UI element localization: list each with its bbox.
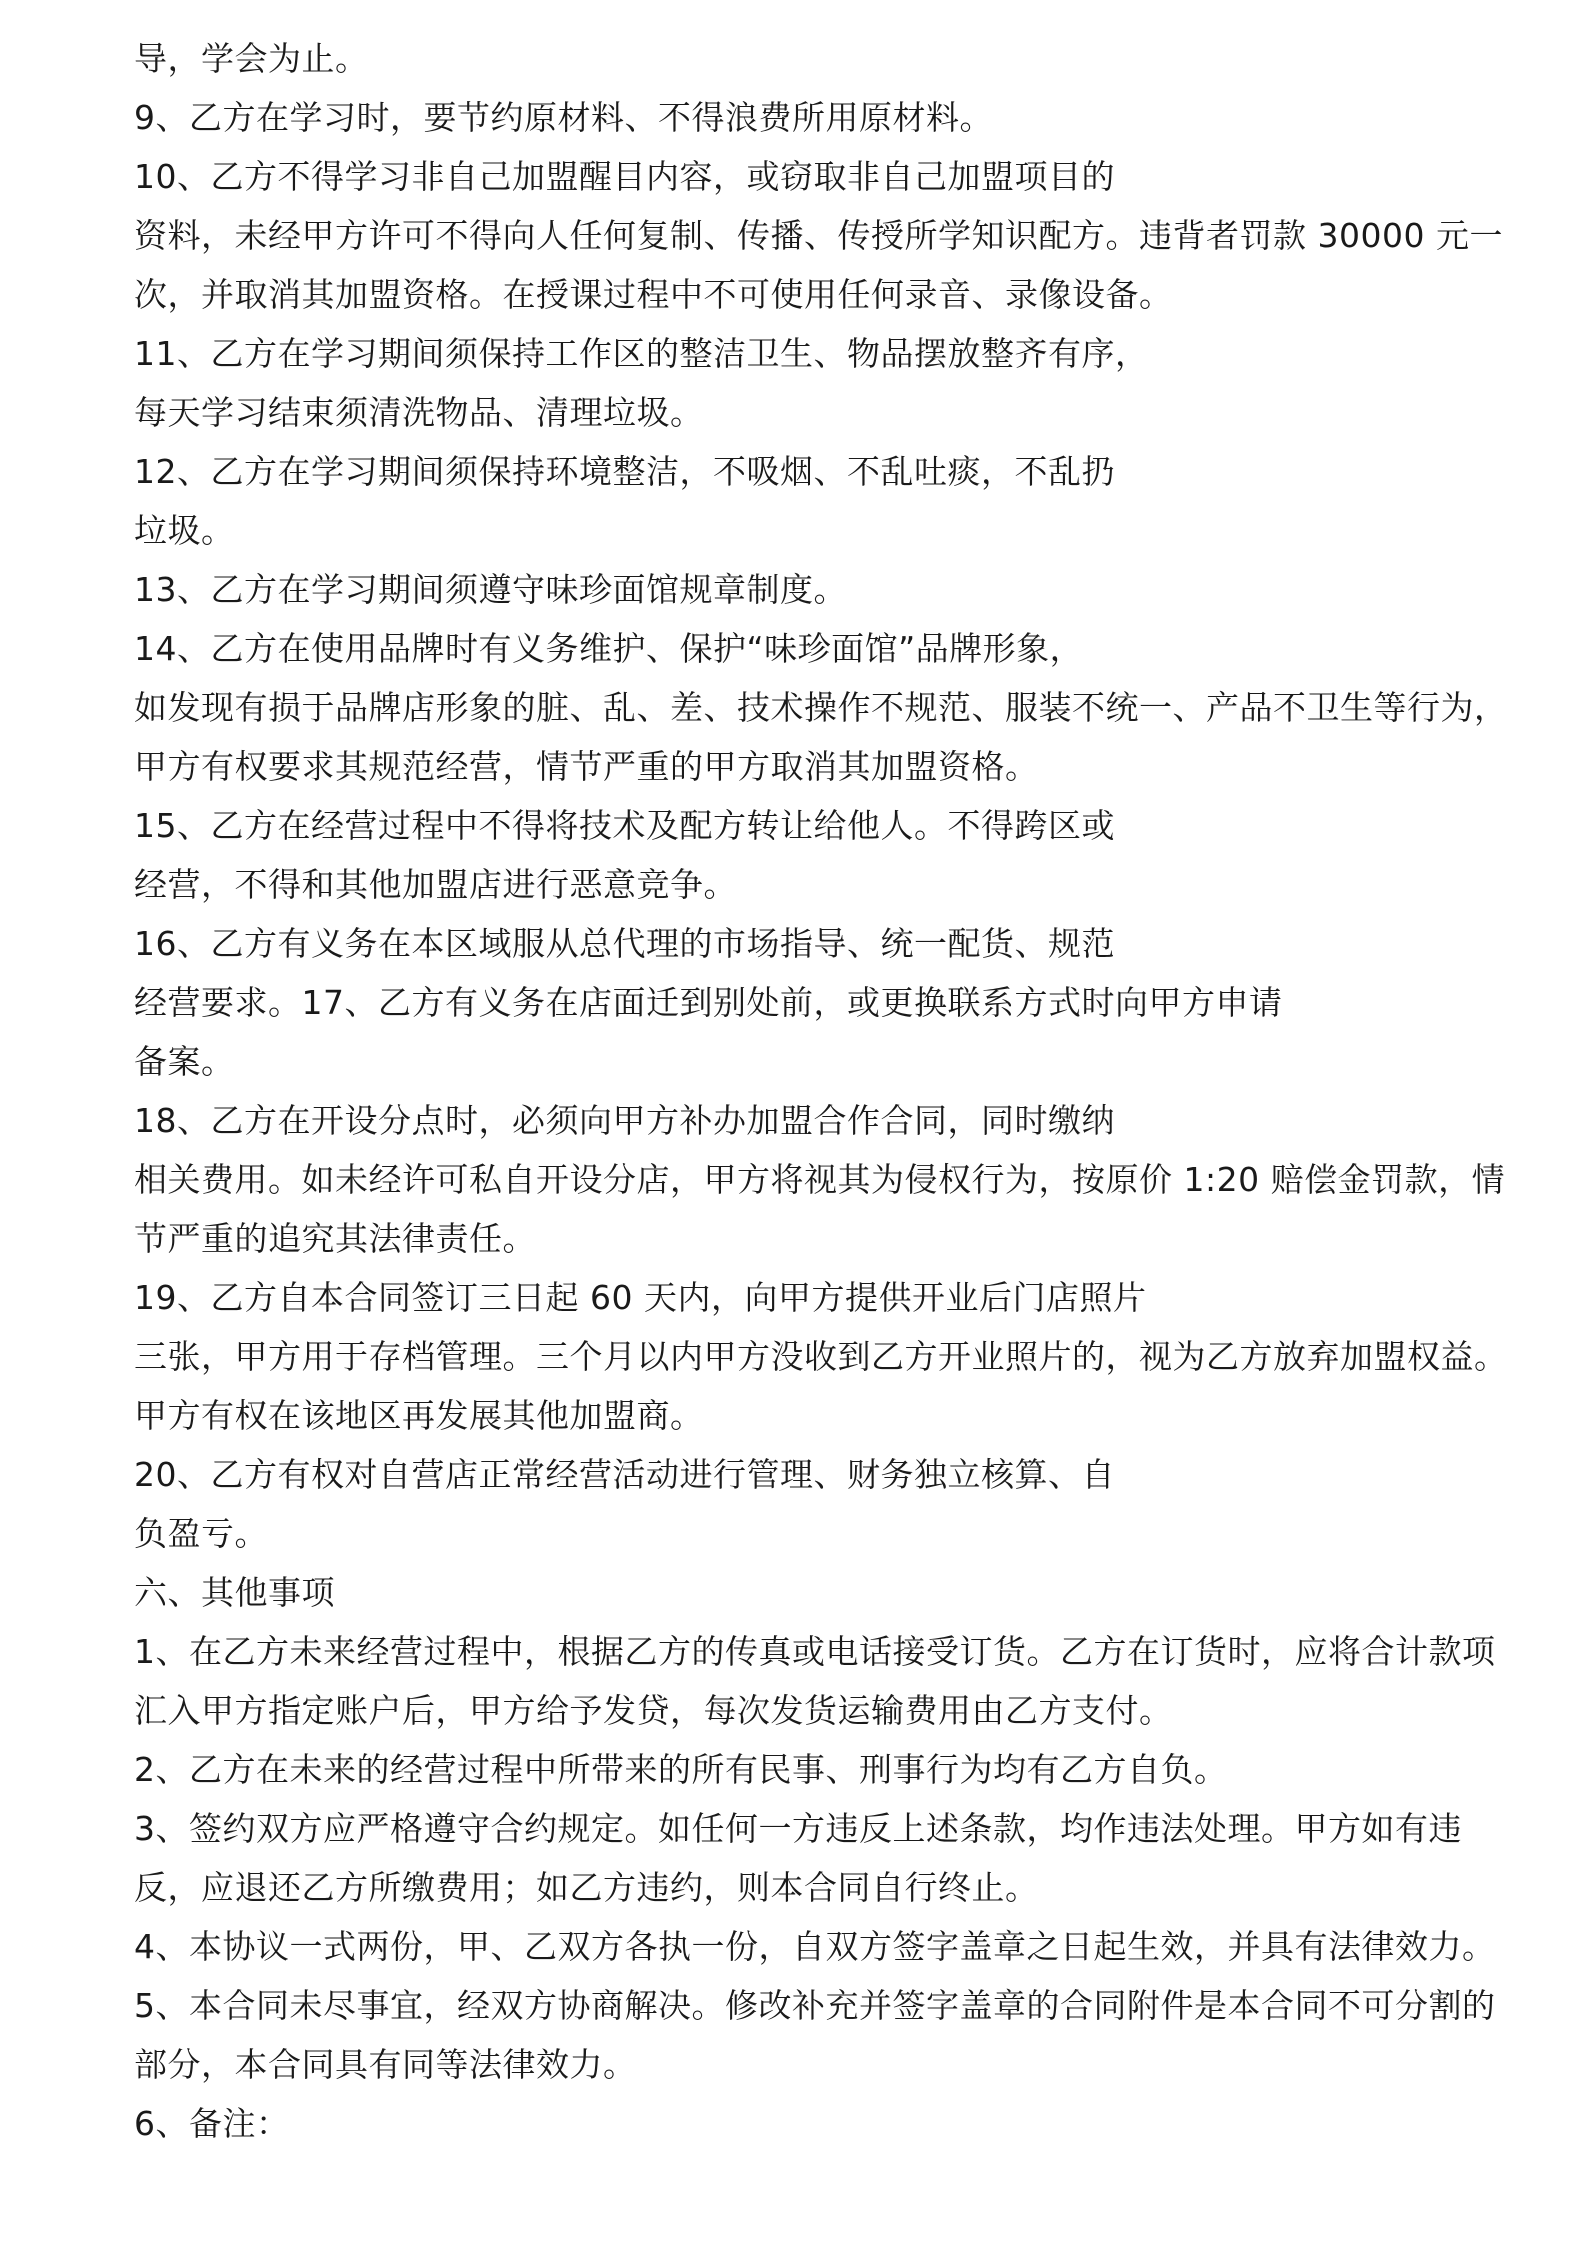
text-line: 20、乙方有权对自营店正常经营活动进行管理、财务独立核算、自 [134, 1455, 1115, 1494]
text-line: 甲方有权要求其规范经营，情节严重的甲方取消其加盟资格。 [134, 747, 1039, 786]
text-line: 经营要求。17、乙方有义务在店面迁到别处前，或更换联系方式时向甲方申请 [134, 983, 1283, 1022]
text-line: 4、本协议一式两份，甲、乙双方各执一份，自双方签字盖章之日起生效，并具有法律效力。 [134, 1927, 1496, 1966]
text-line: 11、乙方在学习期间须保持工作区的整洁卫生、物品摆放整齐有序， [134, 334, 1149, 373]
text-line: 导，学会为止。 [134, 39, 369, 78]
text-line: 3、签约双方应严格遵守合约规定。如任何一方违反上述条款，均作违法处理。甲方如有违 [134, 1809, 1462, 1848]
text-line: 10、乙方不得学习非自己加盟醒目内容，或窃取非自己加盟项目的 [134, 157, 1115, 196]
text-line: 2、乙方在未来的经营过程中所带来的所有民事、刑事行为均有乙方自负。 [134, 1750, 1228, 1789]
section-heading: 六、其他事项 [134, 1573, 335, 1612]
text-line: 三张，甲方用于存档管理。三个月以内甲方没收到乙方开业照片的，视为乙方放弃加盟权益。 [134, 1337, 1508, 1376]
text-line: 资料，未经甲方许可不得向人任何复制、传播、传授所学知识配方。违背者罚款 30000 元一 [134, 216, 1503, 255]
text-line: 每天学习结束须清洗物品、清理垃圾。 [134, 393, 704, 432]
text-line: 如发现有损于品牌店形象的脏、乱、差、技术操作不规范、服装不统一、产品不卫生等行为， [134, 688, 1508, 727]
text-line: 经营，不得和其他加盟店进行恶意竞争。 [134, 865, 737, 904]
text-line: 12、乙方在学习期间须保持环境整洁，不吸烟、不乱吐痰，不乱扔 [134, 452, 1115, 491]
text-line: 负盈亏。 [134, 1514, 268, 1553]
text-line: 垃圾。 [134, 511, 235, 550]
text-line: 14、乙方在使用品牌时有义务维护、保护“味珍面馆”品牌形象， [134, 629, 1084, 668]
text-line: 6、备注： [134, 2104, 290, 2143]
text-line: 汇入甲方指定账户后，甲方给予发贷，每次发货运输费用由乙方支付。 [134, 1691, 1173, 1730]
text-line: 19、乙方自本合同签订三日起 60 天内，向甲方提供开业后门店照片 [134, 1278, 1147, 1317]
text-line: 反，应退还乙方所缴费用；如乙方违约，则本合同自行终止。 [134, 1868, 1039, 1907]
text-line: 节严重的追究其法律责任。 [134, 1219, 536, 1258]
text-line: 15、乙方在经营过程中不得将技术及配方转让给他人。不得跨区或 [134, 806, 1115, 845]
text-line: 备案。 [134, 1042, 235, 1081]
text-line: 13、乙方在学习期间须遵守味珍面馆规章制度。 [134, 570, 847, 609]
text-line: 1、在乙方未来经营过程中，根据乙方的传真或电话接受订货。乙方在订货时，应将合计款项 [134, 1632, 1496, 1671]
text-line: 16、乙方有义务在本区域服从总代理的市场指导、统一配货、规范 [134, 924, 1115, 963]
text-line: 18、乙方在开设分点时，必须向甲方补办加盟合作合同，同时缴纳 [134, 1101, 1115, 1140]
text-line: 部分，本合同具有同等法律效力。 [134, 2045, 637, 2084]
text-line: 次，并取消其加盟资格。在授课过程中不可使用任何录音、录像设备。 [134, 275, 1173, 314]
text-line: 甲方有权在该地区再发展其他加盟商。 [134, 1396, 704, 1435]
text-line: 相关费用。如未经许可私自开设分店，甲方将视其为侵权行为，按原价 1:20 赔偿金罚款，情 [134, 1160, 1506, 1199]
text-line: 9、乙方在学习时，要节约原材料、不得浪费所用原材料。 [134, 98, 993, 137]
text-line: 5、本合同未尽事宜，经双方协商解决。修改补充并签字盖章的合同附件是本合同不可分割的 [134, 1986, 1496, 2025]
